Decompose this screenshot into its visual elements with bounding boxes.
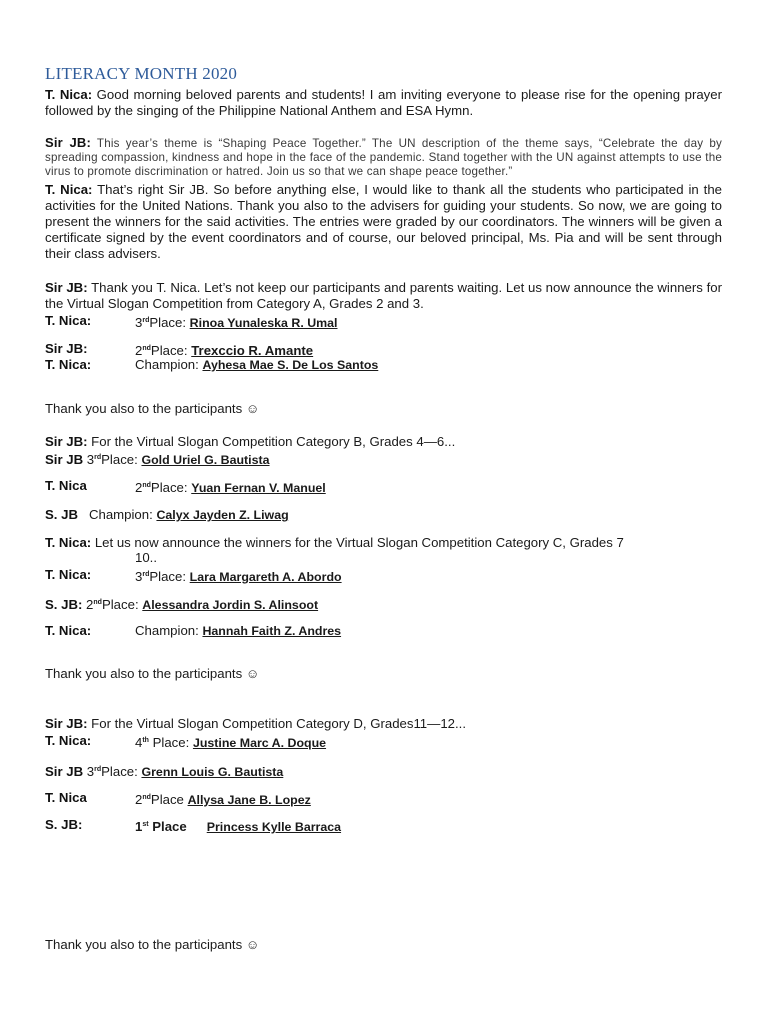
winner-name: Alessandra Jordin S. Alinsoot [142, 598, 319, 612]
winner-name: Calyx Jayden Z. Liwag [156, 508, 289, 522]
thank-participants-text: Thank you also to the participants ☺ [45, 401, 260, 416]
thanks-advisers-paragraph [45, 182, 722, 262]
winner-entry [135, 313, 338, 331]
winner-entry [135, 733, 326, 751]
place-number: 3 [135, 315, 143, 330]
place-label: Place: [101, 597, 143, 612]
place-label: Place: [101, 764, 142, 779]
speaker-label: T. Nica: [45, 87, 93, 102]
thank-participants-text: Thank you also to the participants ☺ [45, 666, 260, 681]
winner-entry [135, 478, 326, 496]
place-label: Place: [149, 315, 190, 330]
cat-c-intro-continuation: 10.. [135, 550, 157, 565]
place-label: Place: [149, 569, 190, 584]
theme-text: This year’s theme is “Shaping Peace Together.” The UN description of the theme says, “Celebrate the day by spreading compassion, kindness and hope in the face of the pandemic. Stand together with the UN against attempts to use the virus to promote discrimination or hatred. Join us so that we can shape peace together.” [45, 137, 722, 178]
winner-entry [45, 595, 318, 613]
place-suffix: nd [142, 345, 151, 352]
winner-name: Ayhesa Mae S. De Los Santos [202, 358, 379, 372]
speaker-label: Sir JB [45, 452, 84, 467]
place-label: Champion: [135, 357, 203, 372]
winner-name: Grenn Louis G. Bautista [141, 765, 284, 779]
speaker-label: T. Nica: [45, 623, 92, 638]
winner-entry [45, 507, 289, 523]
intro-paragraph [45, 87, 722, 119]
winner-entry [45, 450, 270, 468]
speaker-label: Sir JB: [45, 716, 88, 731]
speaker-label: Sir JB: [45, 280, 88, 295]
speaker-label: S. JB: [45, 597, 83, 612]
speaker-label: T. Nica: [45, 313, 92, 328]
speaker-label: Sir JB: [45, 341, 88, 356]
place-number: 3 [86, 452, 95, 467]
place-label: Place: [150, 343, 192, 358]
place-label: Place [148, 819, 187, 834]
winner-entry [135, 567, 342, 585]
place-suffix: th [142, 737, 149, 744]
place-suffix: rd [142, 571, 150, 578]
winner-name: Princess Kylle Barraca [206, 820, 342, 834]
place-label: Champion: [88, 507, 157, 522]
cat-d-intro-paragraph [45, 716, 466, 732]
speaker-label: T. Nica: [45, 733, 92, 748]
place-number: 2 [135, 792, 143, 807]
place-suffix: nd [93, 599, 102, 606]
winner-name: Lara Margareth A. Abordo [189, 570, 342, 584]
speaker-label: Sir JB: [45, 135, 92, 150]
place-number: 3 [135, 569, 143, 584]
winner-name: Allysa Jane B. Lopez [187, 793, 311, 807]
cat-c-intro-text: Let us now announce the winners for the Virtual Slogan Competition Category C, Grades 7 [91, 535, 624, 550]
speaker-label: Sir JB [45, 764, 84, 779]
place-suffix: st [142, 821, 149, 828]
winner-entry [135, 790, 311, 808]
cat-b-intro-text: For the Virtual Slogan Competition Category B, Grades 4—6... [87, 434, 456, 449]
winner-entry [135, 357, 378, 373]
winner-name: Yuan Fernan V. Manuel [191, 481, 326, 495]
place-number: 3 [86, 764, 95, 779]
place-number: 1 [135, 819, 143, 834]
winner-entry [45, 762, 283, 780]
winner-entry [135, 817, 341, 835]
place-suffix: rd [142, 317, 150, 324]
speaker-label: T. Nica: [45, 182, 93, 197]
speaker-label: T. Nica: [45, 357, 92, 372]
winner-name: Trexccio R. Amante [191, 343, 314, 358]
place-label: Place: [101, 452, 142, 467]
document-title: LITERACY MONTH 2020 [45, 64, 238, 83]
place-label: Place [150, 792, 188, 807]
winner-name: Justine Marc A. Doque [192, 736, 327, 750]
speaker-label: T. Nica [45, 790, 87, 805]
speaker-label: S. JB [45, 507, 78, 522]
thanks-advisers-text: That’s right Sir JB. So before anything else, I would like to thank all the students who participated in the activities for the United Nations. Thank you also to the advisers for guiding your students. So now, we are going to present the winners for the said activities. The entries were graded by our coordinators. The winners will be given a certificate signed by the event coordinators and of course, our beloved principal, Ms. Pia and will be sent through their class advisers. [45, 182, 722, 261]
place-number: 2 [135, 480, 143, 495]
place-label: Champion: [135, 623, 203, 638]
place-number: 4 [135, 735, 143, 750]
speaker-label: Sir JB: [45, 434, 88, 449]
cat-b-intro-paragraph [45, 434, 455, 450]
place-suffix: rd [94, 766, 102, 773]
speaker-label: T. Nica: [45, 567, 92, 582]
place-suffix: rd [94, 454, 102, 461]
place-suffix: nd [142, 794, 151, 801]
cat-a-intro-text: Thank you T. Nica. Let’s not keep our participants and parents waiting. Let us now announce the winners for the Virtual Slogan Competition from Category A, Grades 2 and 3. [45, 280, 722, 311]
speaker-label: T. Nica [45, 478, 87, 493]
place-number: 2 [86, 597, 94, 612]
intro-text: Good morning beloved parents and students! I am inviting everyone to please rise for the opening prayer followed by the singing of the Philippine National Anthem and ESA Hymn. [45, 87, 722, 118]
speaker-label: S. JB: [45, 817, 83, 832]
winner-name: Gold Uriel G. Bautista [141, 453, 270, 467]
speaker-label: T. Nica: [45, 535, 92, 550]
winner-name: Rinoa Yunaleska R. Umal [189, 316, 338, 330]
cat-d-intro-text: For the Virtual Slogan Competition Category D, Grades11—12... [87, 716, 466, 731]
cat-a-intro-paragraph [45, 280, 722, 312]
winner-name: Hannah Faith Z. Andres [202, 624, 342, 638]
place-suffix: nd [142, 482, 151, 489]
place-label: Place: [148, 735, 193, 750]
cat-c-intro-paragraph [45, 535, 624, 551]
place-number: 2 [135, 343, 143, 358]
winner-entry [135, 623, 341, 639]
place-label: Place: [150, 480, 192, 495]
theme-paragraph [45, 136, 722, 179]
thank-participants-text: Thank you also to the participants ☺ [45, 937, 260, 952]
